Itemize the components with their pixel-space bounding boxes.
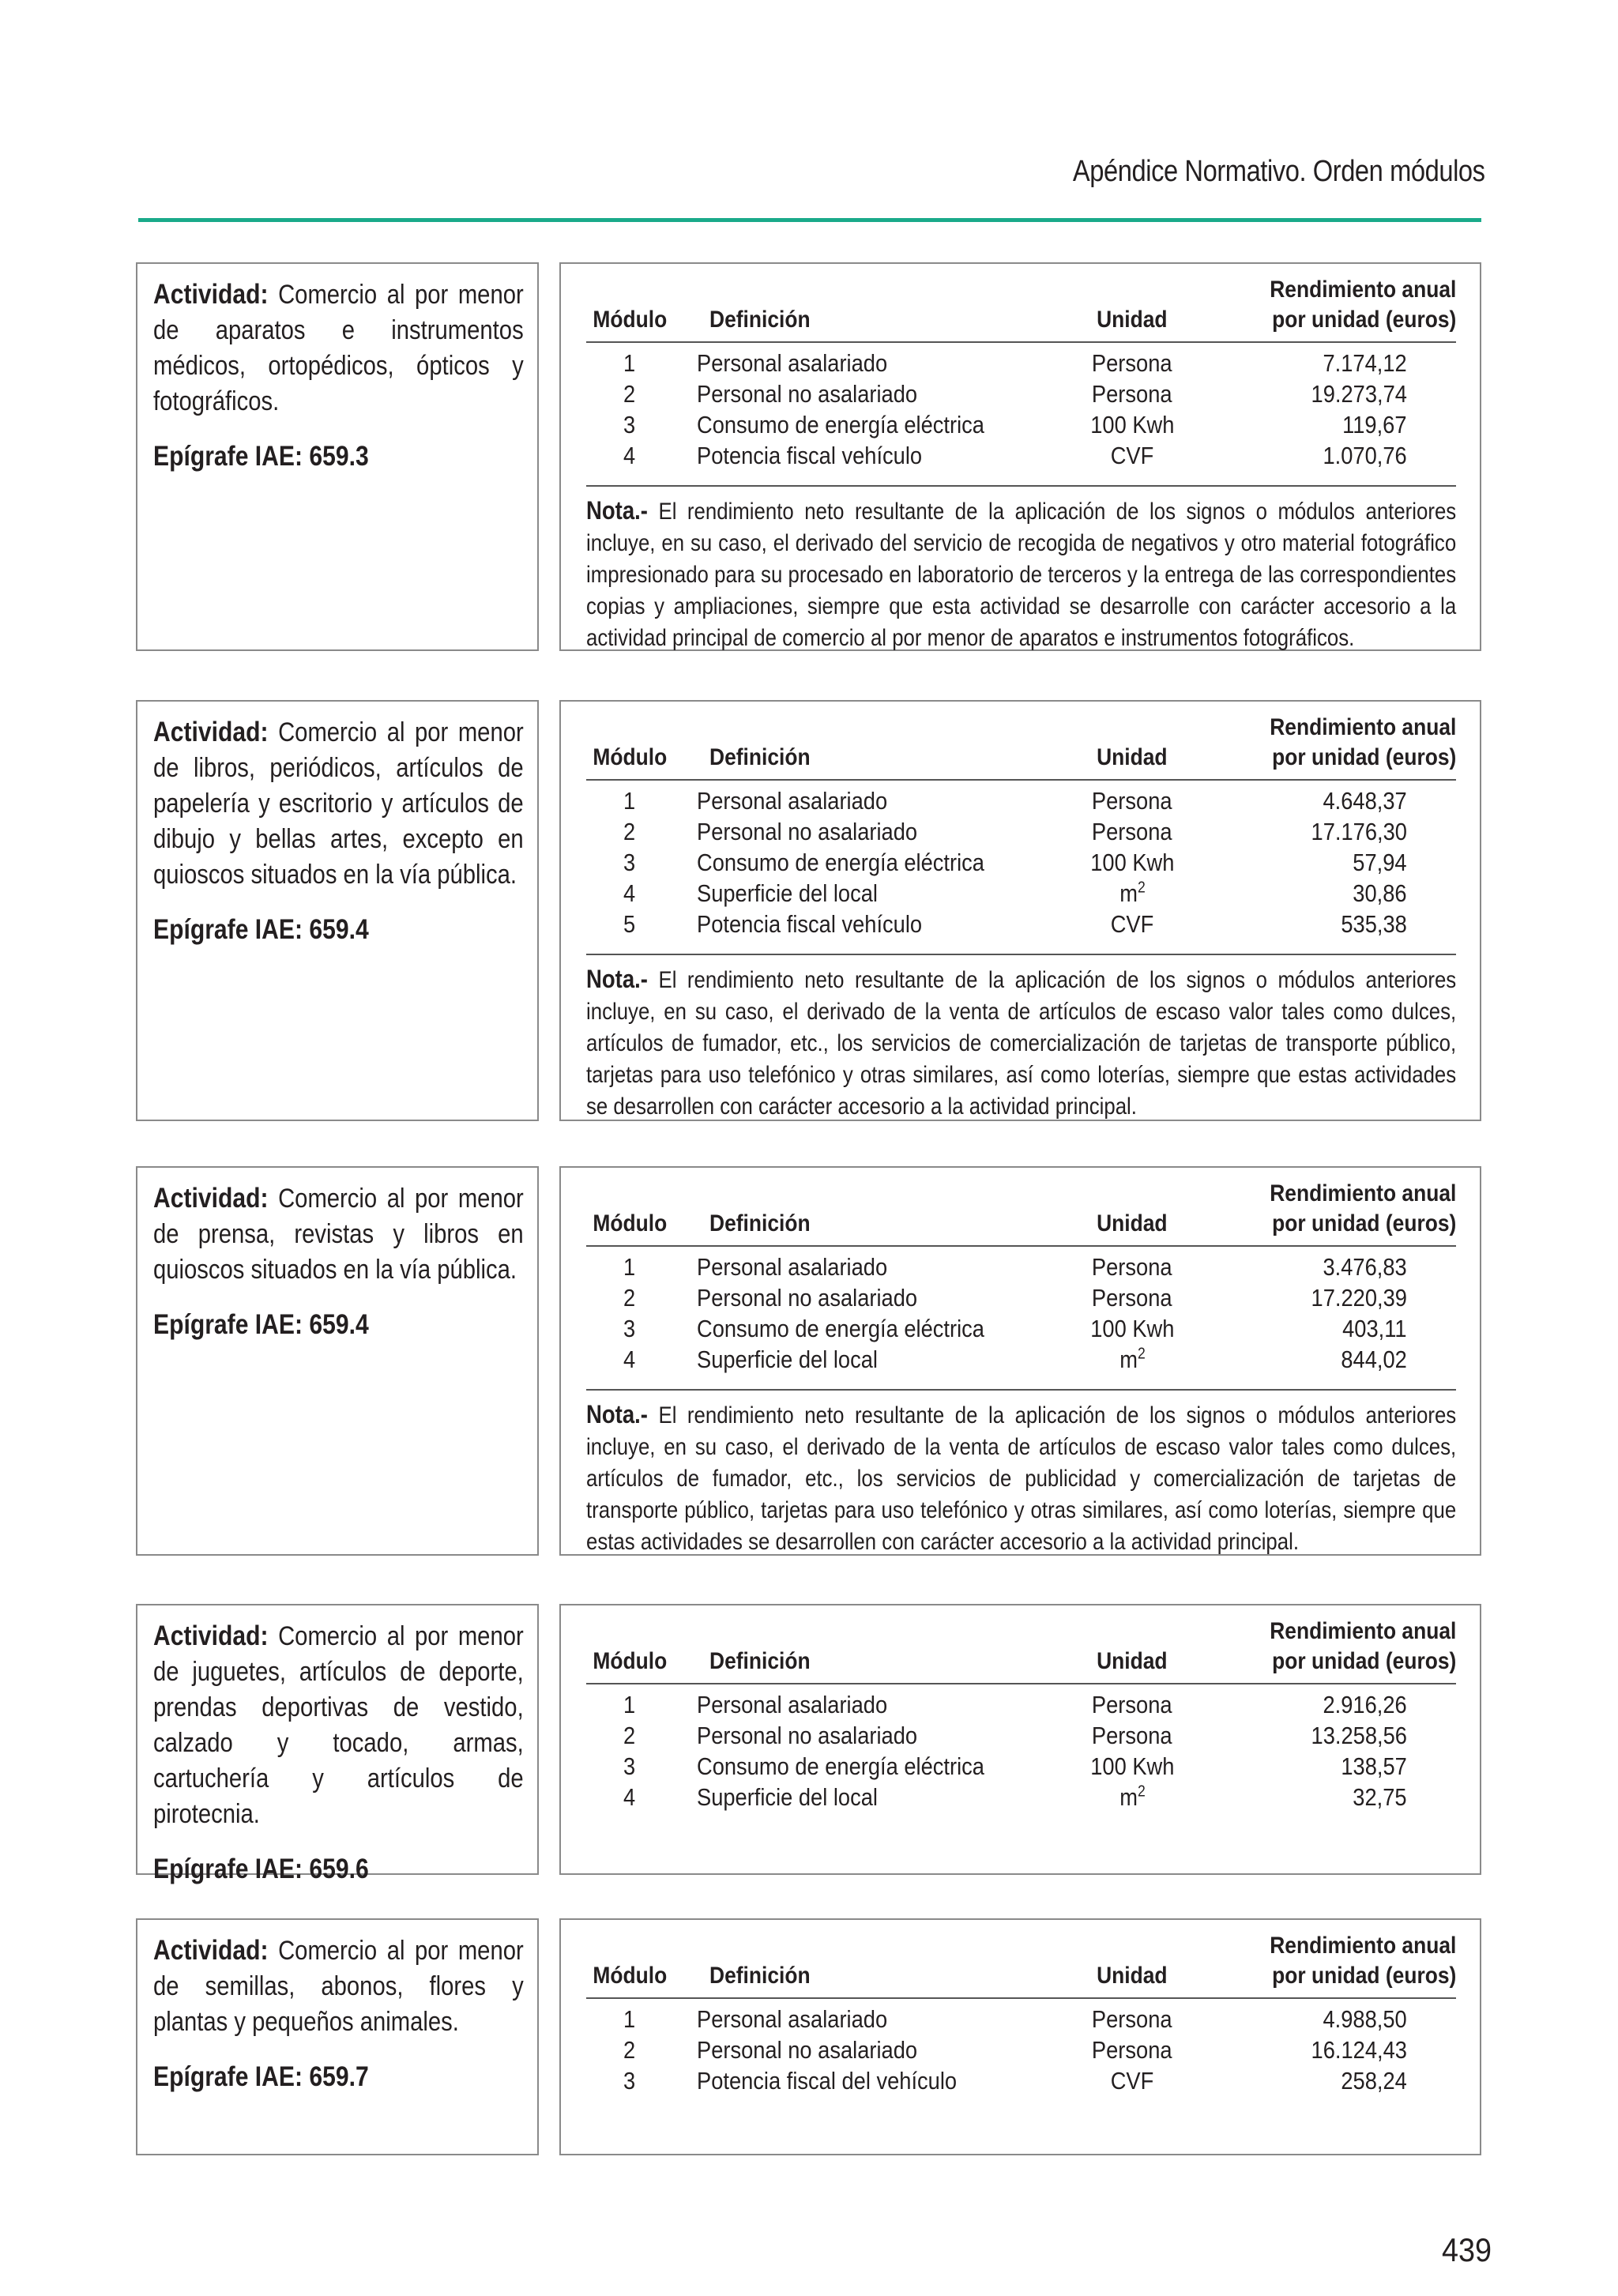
cell-rendimiento: 16.124,43 [1311,2036,1407,2064]
table-row [586,816,1456,847]
nota-label: Nota.- [586,1400,648,1428]
running-title: Apéndice Normativo. Orden módulos [1073,155,1485,188]
cell-definicion: Potencia fiscal del vehículo [697,2067,958,2095]
cell-rendimiento: 1.070,76 [1323,442,1407,469]
cell-rendimiento: 3.476,83 [1323,1253,1407,1281]
cell-definicion: Superficie del local [697,1783,878,1811]
table-row [586,2034,1456,2065]
cell-unidad: $m^2$ [1119,879,1146,907]
nota-text: El rendimiento neto resultante de la aplicación de los signos o módulos anteriores incluye, en su caso, el derivado de la venta de artículos de escaso valor tales como dulces, artículos de fumador, etc., los servicios de comercialización de tarjetas de transporte público, tarjetas para uso telefónico y otras similares, así como loterías, siempre que estas actividades se desarrollen con carácter accesorio a la actividad principal. [586,967,1457,1120]
unit-superscript: 2 [1137,1782,1146,1801]
cell-modulo: 2 [623,818,636,845]
activity-box [136,700,539,1121]
table-row [586,1998,1456,2034]
epigrafe-iae: Epígrafe IAE: 659.3 [153,441,369,472]
table-row [586,1282,1456,1313]
page-number: 439 [1441,2231,1492,2268]
table-row [586,878,1456,909]
modules-box [559,262,1481,651]
activity-description [153,1933,524,2095]
modules-table [586,275,1456,471]
table-row [586,1313,1456,1344]
cell-unidad: Persona [1092,787,1172,815]
activity-text: Comercio al por menor de prensa, revistas y libros en quioscos situados en la vía pública. [153,1184,524,1285]
epigrafe-iae: Epígrafe IAE: 659.7 [153,2061,369,2092]
activity-description [153,1618,524,1887]
col-header-definicion: Definición [709,744,811,770]
table-row [586,409,1456,440]
activity-label: Actividad: [153,1183,269,1214]
cell-definicion: Personal no asalariado [697,1722,918,1749]
col-header-definicion: Definición [709,307,811,333]
activity-box [136,1604,539,1884]
modules-table-header [586,275,1456,342]
cell-modulo: 4 [623,442,636,469]
cell-unidad: Persona [1092,1253,1172,1281]
cell-modulo: 2 [623,1284,636,1312]
cell-modulo: 1 [623,349,636,377]
activity-block [136,1604,1481,1884]
col-header-modulo: Módulo [593,1210,667,1236]
cell-unidad: $m^2$ [1119,1345,1146,1373]
col-header-rendimiento: Rendimiento anual por unidad (euros) [1269,1933,1456,1989]
nota-label: Nota.- [586,965,648,993]
activity-label: Actividad: [153,1620,269,1651]
table-row [586,847,1456,878]
modules-table-header [586,1179,1456,1246]
cell-definicion: Potencia fiscal vehículo [697,910,923,938]
epigrafe-iae: Epígrafe IAE: 659.4 [153,1309,369,1340]
cell-rendimiento: 7.174,12 [1323,349,1407,377]
cell-unidad: $m^2$ [1119,1782,1146,1811]
cell-unidad: Persona [1092,1722,1172,1749]
col-header-rendimiento: Rendimiento anual por unidad (euros) [1269,277,1456,333]
table-row [586,909,1456,939]
cell-unidad: 100 Kwh [1089,849,1175,876]
cell-unidad: Persona [1092,349,1172,377]
cell-unidad: Persona [1092,2036,1172,2064]
activity-description [153,1180,524,1342]
cell-definicion: Personal asalariado [697,349,888,377]
modules-table-header [586,1617,1456,1684]
activity-block [136,262,1481,651]
activity-label: Actividad: [153,717,269,747]
cell-rendimiento: 57,94 [1353,849,1407,876]
cell-modulo: 3 [623,1752,636,1780]
cell-rendimiento: 32,75 [1353,1783,1407,1811]
cell-modulo: 1 [623,2005,636,2033]
activity-box [136,1166,539,1556]
col-header-modulo: Módulo [593,744,667,770]
cell-definicion: Personal no asalariado [697,380,918,408]
cell-unidad: CVF [1110,910,1154,938]
col-header-rendimiento: Rendimiento anual por unidad (euros) [1269,1618,1456,1674]
cell-definicion: Personal asalariado [697,1691,888,1718]
modules-table-header [586,1931,1456,1998]
cell-definicion: Personal no asalariado [697,2036,918,2064]
col-header-definicion: Definición [709,1648,811,1674]
modules-box [559,1918,1481,2155]
cell-definicion: Consumo de energía eléctrica [697,411,984,438]
activity-description [153,277,524,474]
activity-block [136,1918,1481,2155]
cell-rendimiento: 19.273,74 [1311,380,1407,408]
cell-unidad: 100 Kwh [1089,1752,1175,1780]
activity-text: Comercio al por menor de libros, periódicos, artículos de papelería y escritorio y artículos de dibujo y bellas artes, excepto en quioscos situados en la vía pública. [153,717,524,890]
col-header-unidad: Unidad [1097,307,1168,333]
cell-rendimiento: 4.648,37 [1323,787,1407,815]
cell-rendimiento: 17.220,39 [1311,1284,1407,1312]
modules-table-body [586,1684,1456,1812]
nota [586,954,1456,1123]
modules-table-body [586,780,1456,939]
cell-definicion: Personal no asalariado [697,1284,918,1312]
col-header-unidad: Unidad [1097,1648,1168,1674]
cell-unidad: Persona [1092,1691,1172,1718]
cell-modulo: 3 [623,849,636,876]
cell-unidad: Persona [1092,818,1172,845]
table-row [586,1344,1456,1375]
modules-box [559,1166,1481,1556]
modules-box [559,1604,1481,1875]
modules-table [586,1617,1456,1812]
nota [586,485,1456,654]
cell-definicion: Superficie del local [697,879,878,907]
cell-definicion: Personal no asalariado [697,818,918,845]
cell-definicion: Consumo de energía eléctrica [697,1752,984,1780]
cell-modulo: 3 [623,2067,636,2095]
table-row [586,1246,1456,1282]
epigrafe-iae: Epígrafe IAE: 659.6 [153,1854,369,1884]
cell-rendimiento: 403,11 [1342,1315,1407,1342]
modules-table [586,1179,1456,1375]
col-header-definicion: Definición [709,1210,811,1236]
modules-table-body [586,342,1456,471]
modules-table [586,1931,1456,2096]
cell-definicion: Personal asalariado [697,1253,888,1281]
cell-definicion: Consumo de energía eléctrica [697,849,984,876]
cell-modulo: 4 [623,879,636,907]
cell-rendimiento: 535,38 [1341,910,1407,938]
activity-description [153,714,524,947]
col-header-unidad: Unidad [1097,1963,1168,1989]
cell-rendimiento: 13.258,56 [1311,1722,1407,1749]
modules-table-body [586,1246,1456,1375]
modules-box [559,700,1481,1121]
cell-definicion: Potencia fiscal vehículo [697,442,923,469]
cell-rendimiento: 2.916,26 [1323,1691,1407,1718]
cell-unidad: CVF [1110,442,1154,469]
cell-unidad: Persona [1092,1284,1172,1312]
cell-rendimiento: 17.176,30 [1311,818,1407,845]
cell-unidad: 100 Kwh [1089,411,1175,438]
cell-definicion: Consumo de energía eléctrica [697,1315,984,1342]
modules-table-body [586,1998,1456,2096]
cell-modulo: 1 [623,1691,636,1718]
table-row [586,1684,1456,1720]
cell-modulo: 4 [623,1346,636,1373]
col-header-unidad: Unidad [1097,1210,1168,1236]
activity-block [136,700,1481,1121]
cell-definicion: Superficie del local [697,1346,878,1373]
nota-text: El rendimiento neto resultante de la aplicación de los signos o módulos anteriores incluye, en su caso, el derivado del servicio de recogida de negativos y otro material fotográfico impresionado para su procesado en laboratorio de terceros y la entrega de las correspondientes copias y ampliaciones, siempre que esta actividad se desarrolle con carácter accesorio a la actividad principal de comercio al por menor de aparatos e instrumentos fotográficos. [586,499,1457,651]
table-row [586,780,1456,816]
cell-modulo: 3 [623,411,636,438]
cell-modulo: 1 [623,787,636,815]
cell-rendimiento: 119,67 [1342,411,1407,438]
table-row [586,342,1456,378]
cell-unidad: 100 Kwh [1089,1315,1175,1342]
unit-superscript: 2 [1137,879,1146,897]
activity-text: Comercio al por menor de semillas, abonos, flores y plantas y pequeños animales. [153,1936,524,2037]
activity-text: Comercio al por menor de juguetes, artículos de deporte, prendas deportivas de vestido, calzado y tocado, armas, cartuchería y artículos de pirotecnia. [153,1621,524,1829]
unit-superscript: 2 [1137,1345,1146,1363]
col-header-modulo: Módulo [593,1963,667,1989]
cell-modulo: 1 [623,1253,636,1281]
activity-text: Comercio al por menor de aparatos e instrumentos médicos, ortopédicos, ópticos y fotográficos. [153,280,524,416]
cell-modulo: 2 [623,1722,636,1749]
modules-table-header [586,713,1456,780]
cell-modulo: 2 [623,2036,636,2064]
nota-text: El rendimiento neto resultante de la aplicación de los signos o módulos anteriores incluye, en su caso, el derivado de la venta de artículos de escaso valor tales como dulces, artículos de fumador, etc., los servicios de publicidad y comercialización de tarjetas de transporte público, tarjetas para uso telefónico y otras similares, así como loterías, siempre que estas actividades se desarrollen con carácter accesorio a la actividad principal. [586,1402,1457,1555]
cell-definicion: Personal asalariado [697,787,888,815]
col-header-definicion: Definición [709,1963,811,1989]
cell-rendimiento: 4.988,50 [1323,2005,1407,2033]
col-header-rendimiento: Rendimiento anual por unidad (euros) [1269,1180,1456,1236]
cell-modulo: 4 [623,1783,636,1811]
cell-unidad: Persona [1092,2005,1172,2033]
table-row [586,2065,1456,2096]
cell-rendimiento: 30,86 [1353,879,1407,907]
col-header-modulo: Módulo [593,307,667,333]
table-row [586,1782,1456,1812]
header-rule [138,218,1481,222]
nota [586,1389,1456,1558]
nota-label: Nota.- [586,496,648,525]
cell-modulo: 2 [623,380,636,408]
cell-modulo: 3 [623,1315,636,1342]
activity-label: Actividad: [153,1935,269,1966]
cell-rendimiento: 844,02 [1341,1346,1407,1373]
table-row [586,1751,1456,1782]
activity-box [136,262,539,651]
col-header-rendimiento: Rendimiento anual por unidad (euros) [1269,714,1456,770]
cell-unidad: Persona [1092,380,1172,408]
table-row [586,378,1456,409]
activity-label: Actividad: [153,279,269,310]
activity-box [136,1918,539,2155]
cell-rendimiento: 258,24 [1341,2067,1407,2095]
table-row [586,1720,1456,1751]
col-header-modulo: Módulo [593,1648,667,1674]
col-header-unidad: Unidad [1097,744,1168,770]
epigrafe-iae: Epígrafe IAE: 659.4 [153,914,369,945]
table-row [586,440,1456,471]
activity-block [136,1166,1481,1556]
cell-modulo: 5 [623,910,636,938]
cell-unidad: CVF [1110,2067,1154,2095]
cell-rendimiento: 138,57 [1341,1752,1407,1780]
cell-definicion: Personal asalariado [697,2005,888,2033]
modules-table [586,713,1456,939]
